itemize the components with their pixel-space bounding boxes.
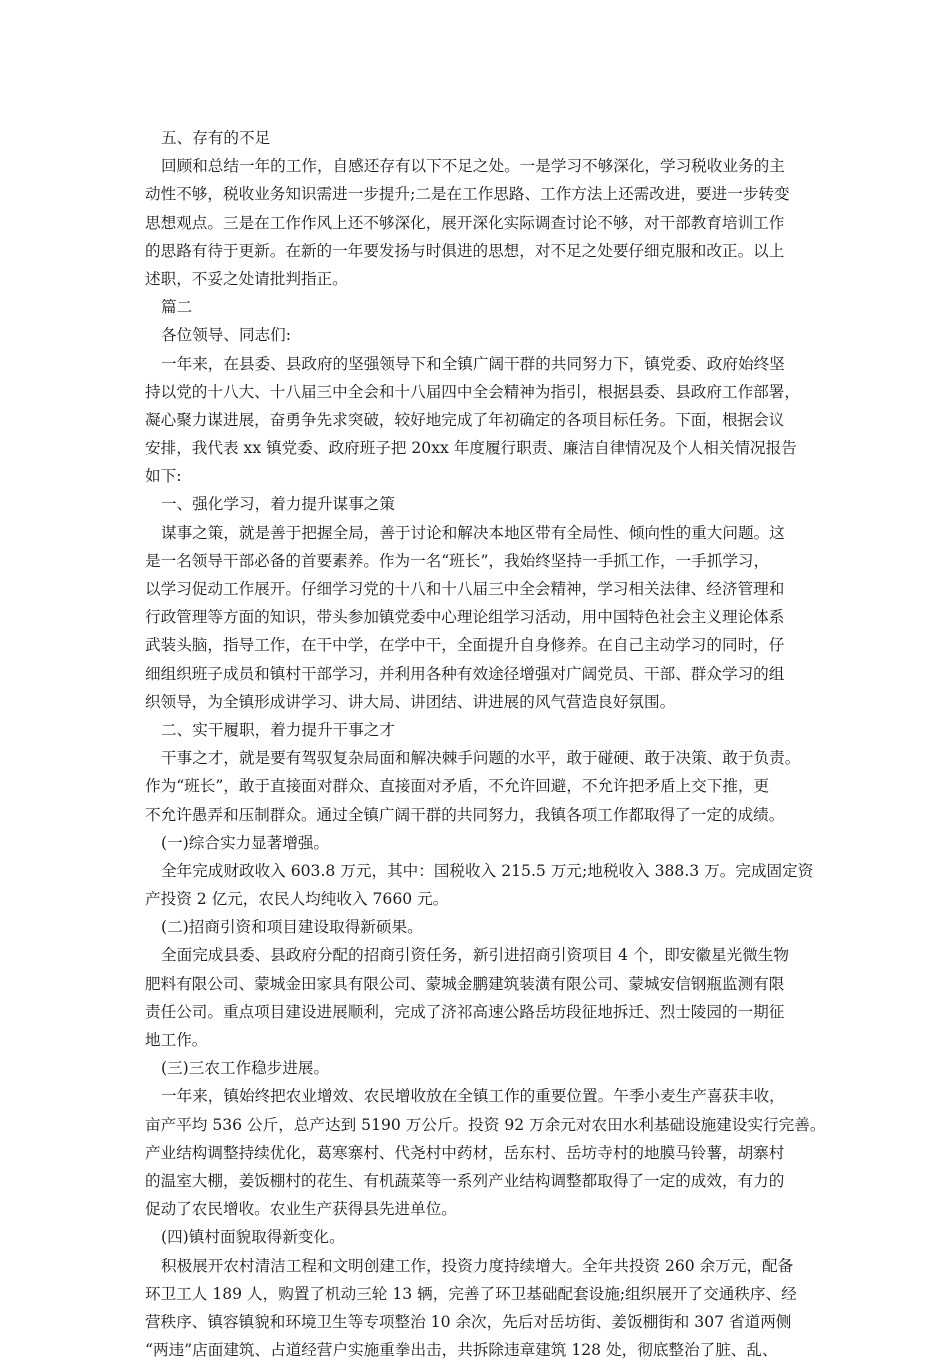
- document-page: [145, 124, 826, 1364]
- text-line: 以学习促动工作展开。仔细学习党的十八和十八届三中全会精神，学习相关法律、经济管理和: [145, 580, 785, 598]
- text-line: 一年来，镇始终把农业增效、农民增收放在全镇工作的重要位置。午季小麦生产喜获丰收，: [161, 1087, 785, 1106]
- text-line: 谋事之策，就是善于把握全局，善于讨论和解决本地区带有全局性、倾向性的重大问题。这: [161, 523, 785, 542]
- text-line: 全年完成财政收入 603.8 万元，其中：国税收入 215.5 万元;地税收入 388.3 万。完成固定资: [161, 861, 814, 880]
- text-line: 积极展开农村清洁工程和文明创建工作，投资力度持续增大。全年共投资 260 余万元，配备: [161, 1256, 794, 1275]
- text-line: 责任公司。重点项目建设进展顺利，完成了济祁高速公路岳坊段征地拆迁、烈士陵园的一期征: [145, 1002, 785, 1021]
- text-line: (一)综合实力显著增强。: [161, 833, 330, 852]
- text-line: 如下:: [145, 467, 182, 486]
- text-line: 武装头脑，指导工作，在干中学，在学中干，全面提升自身修养。在自己主动学习的同时，仔: [145, 636, 785, 655]
- text-line: (四)镇村面貌取得新变化。: [161, 1228, 345, 1247]
- text-line: 回顾和总结一年的工作，自感还存有以下不足之处。一是学习不够深化，学习税收业务的主: [161, 157, 785, 176]
- text-line: 动性不够，税收业务知识需进一步提升;二是在工作思路、工作方法上还需改进，要进一步转变: [145, 185, 790, 204]
- text-line: 环卫工人 189 人，购置了机动三轮 13 辆，完善了环卫基础配套设施;组织展开了交通秩序、经: [145, 1284, 797, 1303]
- text-line: 营秩序、镇容镇貌和环境卫生等专项整治 10 余次，先后对岳坊街、姜饭棚街和 307 省道两侧: [145, 1312, 792, 1331]
- text-line: 细组织班子成员和镇村干部学习，并利用各种有效途径增强对广阔党员、干部、群众学习的组: [145, 664, 785, 683]
- text-line: 肥料有限公司、蒙城金田家具有限公司、蒙城金鹏建筑装潢有限公司、蒙城安信钢瓶监测有限: [145, 974, 785, 993]
- text-line: “两违”店面建筑、占道经营户实施重拳出击，共拆除违章建筑 128 处，彻底整治了脏、乱、: [145, 1341, 778, 1360]
- text-line: (三)三农工作稳步进展。: [161, 1059, 330, 1078]
- text-line: 安排，我代表 xx 镇党委、政府班子把 20xx 年度履行职责、廉洁自律情况及个人相关情况报告: [145, 439, 797, 458]
- text-line: 一年来，在县委、县政府的坚强领导下和全镇广阔干群的共同努力下，镇党委、政府始终坚: [161, 354, 785, 373]
- text-line: 一、强化学习，着力提升谋事之策: [161, 495, 395, 514]
- text-line: 的温室大棚，姜饭棚村的花生、有机蔬菜等一系列产业结构调整都取得了一定的成效，有力的: [145, 1171, 785, 1190]
- text-line: 干事之才，就是要有驾驭复杂局面和解决棘手问题的水平，敢于碰硬、敢于决策、敢于负责。: [161, 749, 801, 768]
- text-line: 地工作。: [145, 1031, 208, 1049]
- text-line: 织领导，为全镇形成讲学习、讲大局、讲团结、讲进展的风气营造良好氛围。: [145, 692, 676, 711]
- text-line: 产业结构调整持续优化，葛寒寨村、代尧村中药材，岳东村、岳坊寺村的地膜马铃薯，胡寨村: [145, 1143, 785, 1162]
- text-line: 凝心聚力谋进展，奋勇争先求突破，较好地完成了年初确定的各项目标任务。下面，根据会议: [145, 410, 785, 429]
- text-line: 持以党的十八大、十八届三中全会和十八届四中全会精神为指引，根据县委、县政府工作部署，: [145, 382, 800, 401]
- text-line: 作为“班长”，敢于直接面对群众、直接面对矛盾，不允许回避，不允许把矛盾上交下推，更: [145, 777, 770, 796]
- text-line: 不允许愚弄和压制群众。通过全镇广阔干群的共同努力，我镇各项工作都取得了一定的成绩。: [145, 805, 785, 824]
- text-line: 全面完成县委、县政府分配的招商引资任务，新引进招商引资项目 4 个，即安徽星光微生物: [161, 946, 789, 965]
- text-line: 述职，不妥之处请批判指正。: [145, 269, 348, 288]
- text-line: (二)招商引资和项目建设取得新硕果。: [161, 918, 423, 937]
- text-line: 促动了农民增收。农业生产获得县先进单位。: [145, 1200, 457, 1219]
- text-line: 亩产平均 536 公斤，总产达到 5190 万公斤。投资 92 万余元对农田水利基础设施建设实行完善。: [145, 1115, 826, 1134]
- text-line: 产投资 2 亿元，农民人均纯收入 7660 元。: [145, 890, 449, 909]
- text-line: 行政管理等方面的知识，带头参加镇党委中心理论组学习活动，用中国特色社会主义理论体系: [145, 608, 785, 627]
- text-line: 二、实干履职，着力提升干事之才: [161, 720, 395, 739]
- text-line: 思想观点。三是在工作作风上还不够深化，展开深化实际调查讨论不够，对干部教育培训工作: [145, 213, 785, 232]
- text-line: 篇二: [161, 298, 193, 317]
- text-line: 的思路有待于更新。在新的一年要发扬与时俱进的思想，对不足之处要仔细克服和改正。以上: [145, 241, 785, 260]
- text-line: 各位领导、同志们:: [161, 326, 292, 345]
- text-line: 五、存有的不足: [161, 129, 271, 147]
- text-line: 是一名领导干部必备的首要素养。作为一名“班长”，我始终坚持一手抓工作，一手抓学习，: [145, 551, 770, 570]
